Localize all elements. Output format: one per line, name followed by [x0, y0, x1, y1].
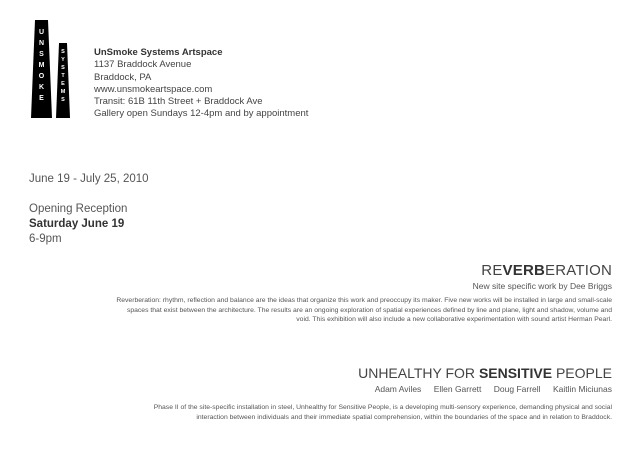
artist-name: Ellen Garrett [433, 384, 482, 394]
opening-reception [29, 202, 127, 247]
title-part: RE [481, 262, 503, 279]
title-part: ERATION [545, 262, 612, 279]
gallery-hours: Gallery open Sundays 12-4pm and by appointment [94, 108, 309, 120]
reception-day: Saturday June 19 [29, 218, 125, 230]
logo-letter: Y [61, 57, 65, 63]
logo-letter: E [61, 81, 65, 87]
logo-letter: N [38, 40, 45, 47]
gallery-name: UnSmoke Systems Artspace [94, 47, 223, 58]
logo-letter: S [61, 49, 65, 55]
reception-time: 6-9pm [29, 233, 62, 245]
reverberation-title [481, 262, 612, 279]
transit-info: Transit: 61B 11th Street + Braddock Ave [94, 96, 263, 108]
logo-letter: T [61, 73, 65, 79]
reverberation-description: Reverberation: rhythm, reflection and balance are the ideas that organize this work and preoccupy its maker. Five new works will be installed in large and small-scale spaces that exist between the architecture. The results are an ongoing exploration of spatial experiences defined by line and plane, light and shadow, volume and void. This exhibition will also include a new collaborative experimentation with sound artist Herman Pearl. [116, 297, 612, 323]
artist-name: Doug Farrell [493, 384, 541, 394]
artist-name: Adam Aviles [374, 384, 422, 394]
logo-letter: S [61, 65, 65, 71]
title-part: UNHEALTHY FOR [358, 365, 479, 381]
logo-letter: M [38, 62, 45, 69]
logo-letter: K [38, 84, 45, 91]
logo-letter: O [38, 73, 45, 80]
logo-letter: M [60, 89, 66, 95]
website-link[interactable]: www.unsmokeartspace.com [94, 83, 213, 95]
reception-label: Opening Reception [29, 203, 128, 215]
city-state: Braddock, PA [94, 71, 152, 83]
exhibition-dates: June 19 - July 25, 2010 [29, 173, 149, 185]
artist-name: Kaitlin Miciunas [552, 384, 612, 394]
unhealthy-title [358, 365, 612, 381]
smokestacks-logo-icon [28, 20, 76, 120]
logo-letter: S [39, 51, 44, 58]
logo-letter: E [39, 95, 44, 102]
gallery-address-block [94, 47, 308, 121]
artist-list [375, 384, 612, 394]
unsmoke-systems-logo [28, 20, 76, 120]
title-emphasis: SENSITIVE [478, 365, 553, 381]
unhealthy-description: Phase II of the site-specific installation in steel, Unhealthy for Sensitive People, is a developing multi-sensory experience, demanding physical and social interaction between individuals and their immediate spatial comprehension, within the boundaries of the space and in relation to Braddock. [153, 404, 612, 421]
logo-letter: S [61, 97, 65, 103]
title-part: PEOPLE [552, 365, 612, 381]
title-emphasis: VERB [502, 262, 546, 279]
logo-letter: U [38, 29, 45, 36]
street-address: 1137 Braddock Avenue [94, 59, 192, 71]
reverberation-subtitle: New site specific work by Dee Briggs [472, 281, 612, 291]
